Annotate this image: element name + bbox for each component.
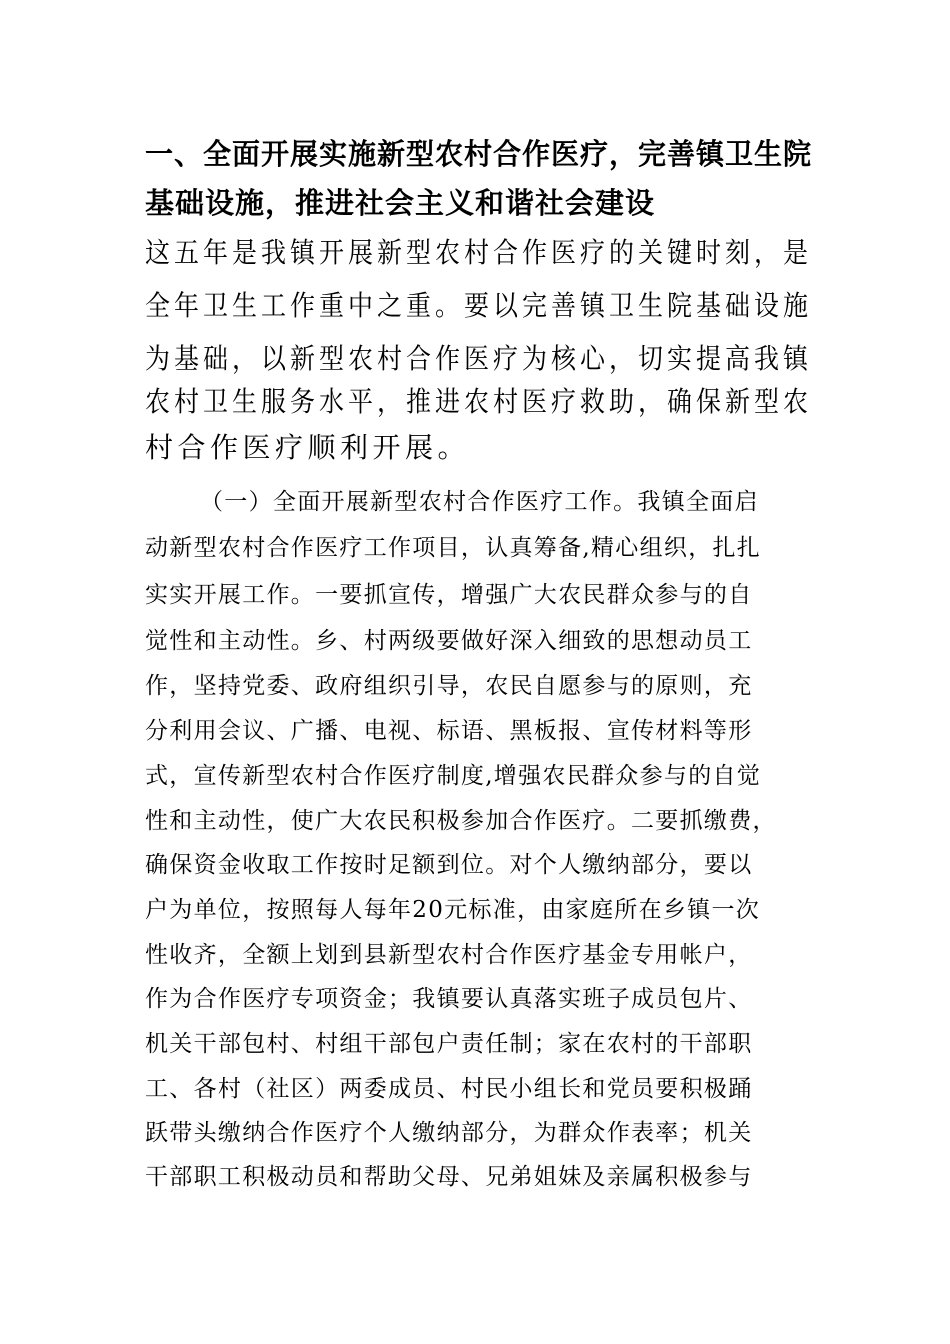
body-line-11: 性收齐，全额上划到县新型农村合作医疗基金专用帐户，: [145, 942, 753, 968]
section-heading-line-1: 一、全面开展实施新型农村合作医疗，完善镇卫生院: [145, 137, 812, 171]
body-line-5: 作，坚持党委、政府组织引导，农民自愿参与的原则，充: [145, 673, 753, 699]
body-line-7: 式，宣传新型农村合作医疗制度,增强农民群众参与的自觉: [145, 763, 762, 789]
body-line-1: （一）全面开展新型农村合作医疗工作。我镇全面启: [200, 489, 759, 515]
body-line-8: 性和主动性，使广大农民积极参加合作医疗。二要抓缴费，: [145, 808, 777, 834]
body-line-3: 实实开展工作。一要抓宣传，增强广大农民群众参与的自: [145, 582, 753, 608]
body-line-15: 跃带头缴纳合作医疗个人缴纳部分，为群众作表率；机关: [145, 1120, 753, 1146]
intro-line-3: 为基础，以新型农村合作医疗为核心，切实提高我镇: [145, 342, 812, 375]
body-line-4: 觉性和主动性。乡、村两级要做好深入细致的思想动员工: [145, 628, 753, 654]
body-line-14: 工、各村（社区）两委成员、村民小组长和党员要积极踊: [145, 1076, 753, 1102]
intro-line-1: 这五年是我镇开展新型农村合作医疗的关键时刻，是: [145, 236, 812, 269]
body-line-6: 分利用会议、广播、电视、标语、黑板报、宣传材料等形: [145, 718, 753, 744]
section-heading-line-2: 基础设施，推进社会主义和谐社会建设: [145, 186, 656, 220]
intro-line-4: 农村卫生服务水平，推进农村医疗救助，确保新型农: [145, 385, 812, 418]
body-line-16: 干部职工积极动员和帮助父母、兄弟姐妹及亲属积极参与: [145, 1164, 753, 1190]
body-line-12: 作为合作医疗专项资金；我镇要认真落实班子成员包片、: [145, 986, 753, 1012]
intro-line-2: 全年卫生工作重中之重。要以完善镇卫生院基础设施: [145, 289, 812, 322]
body-line-10: 户为单位，按照每人每年20元标准，由家庭所在乡镇一次: [145, 897, 761, 923]
body-line-2: 动新型农村合作医疗工作项目，认真筹备,精心组织，扎扎: [145, 535, 762, 561]
body-line-9: 确保资金收取工作按时足额到位。对个人缴纳部分，要以: [145, 852, 753, 878]
intro-line-5: 村合作医疗顺利开展。: [145, 431, 471, 464]
body-line-13: 机关干部包村、村组干部包户责任制；家在农村的干部职: [145, 1031, 753, 1057]
